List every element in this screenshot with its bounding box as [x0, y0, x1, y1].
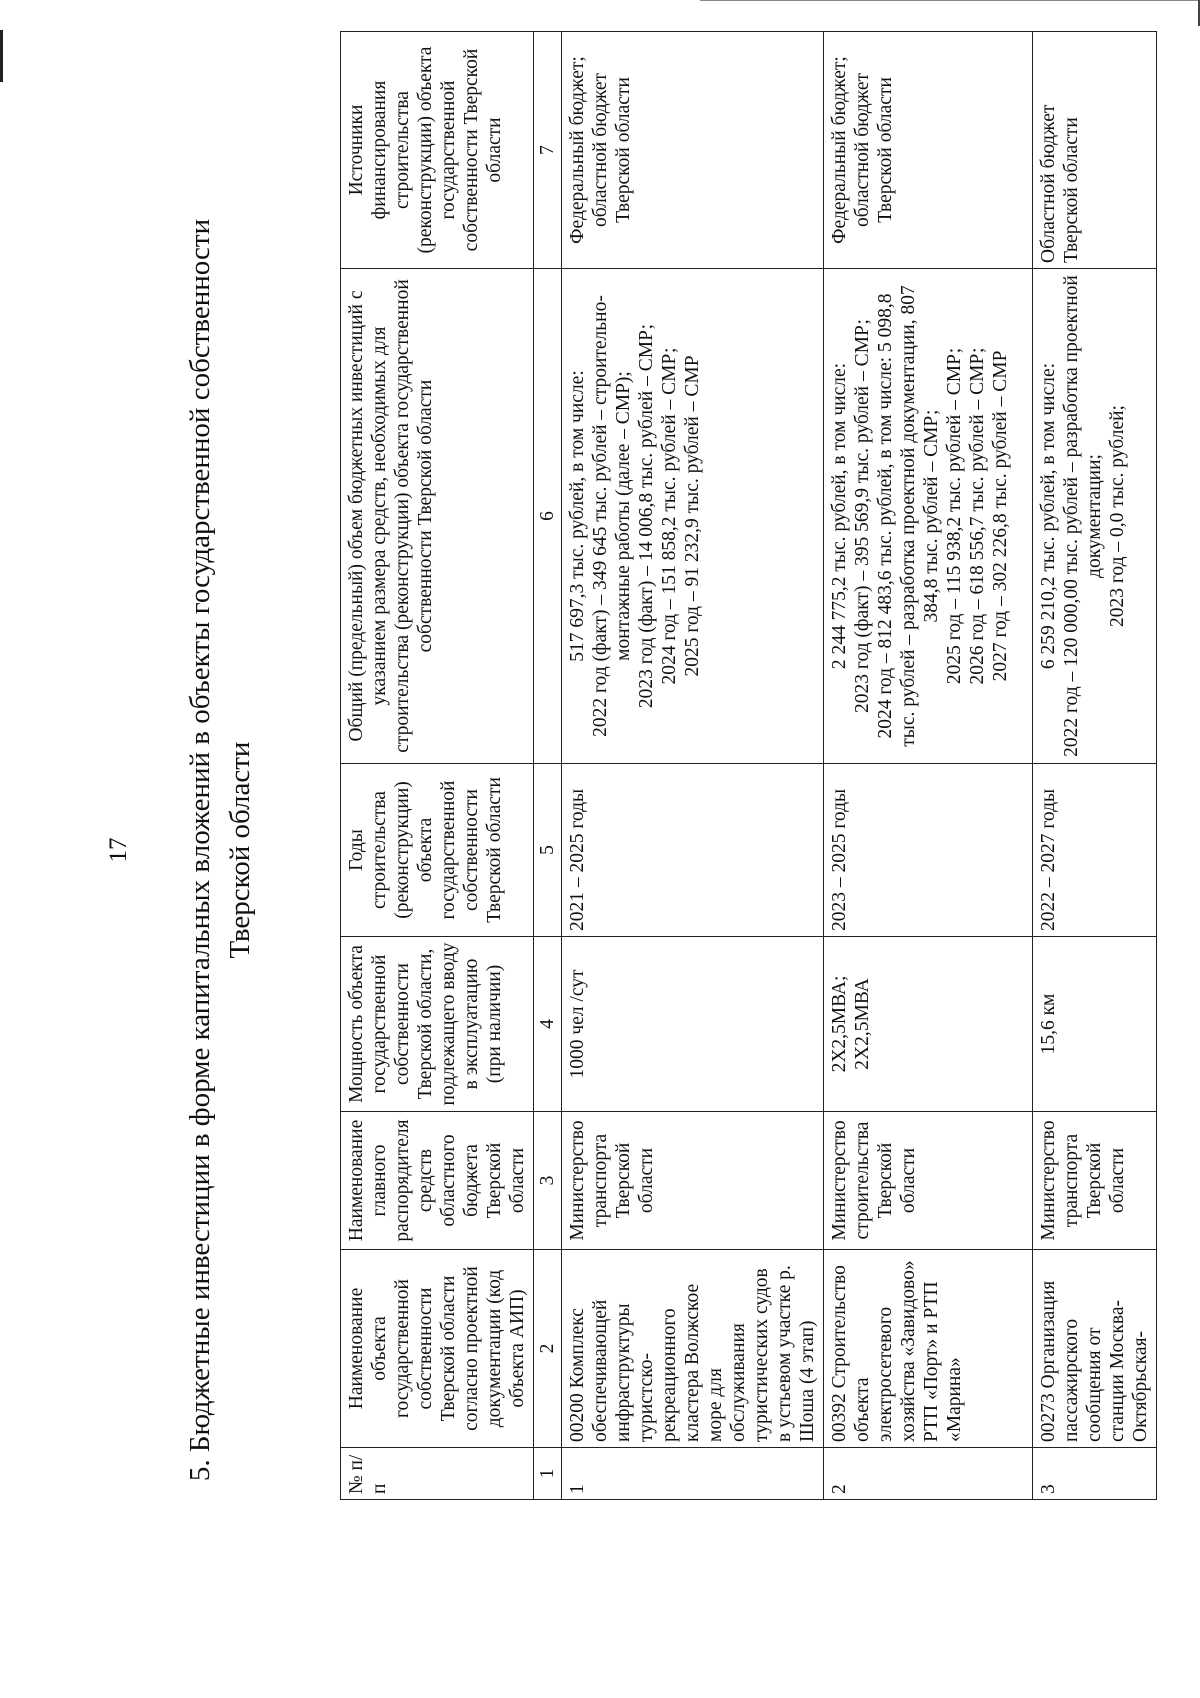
volume-line: 2022 год – 120 000,00 тыс. рублей – разработка проектной документации; — [1061, 275, 1105, 757]
volume-line: 2023 год (факт) – 395 569,9 тыс. рублей – СМР; — [852, 319, 873, 713]
financing-sources: Федеральный бюджет; областной бюджет Тверской области — [824, 32, 1033, 269]
volume-line: 2 244 775,2 тыс. рублей, в том числе: — [829, 362, 850, 670]
scan-edge-mark — [0, 30, 3, 82]
financing-sources: Областной бюджет Тверской области — [1033, 32, 1157, 269]
table-row — [824, 32, 1033, 1500]
volume-line: 2024 год – 812 483,6 тыс. рублей, в том числе: 5 098,8 тыс. рублей – разработка проектной документации, 807 384,8 тыс. рублей – СМР; — [875, 285, 942, 747]
object-name: 00392 Строительство объекта электросетевого хозяйства «Завидово» РТП «Порт» и РТП «Марина» — [824, 1250, 1033, 1448]
construction-years: 2023 – 2025 годы — [824, 764, 1033, 937]
column-number: 5 — [534, 764, 562, 937]
construction-years: 2021 – 2025 годы — [562, 764, 824, 937]
table-header-row — [341, 32, 534, 1500]
capacity-value: 15,6 км — [1033, 937, 1157, 1112]
capacity-line: 2Х2,5МВА — [852, 978, 873, 1070]
header-cell-years: Годы строительства (реконструкции) объекта государственной собственности Тверской области — [341, 764, 534, 937]
row-number: 3 — [1033, 1448, 1157, 1500]
volume-line: 6 259 210,2 тыс. рублей, в том числе: — [1038, 362, 1059, 670]
section-title — [180, 30, 260, 1670]
scan-edge-line — [700, 0, 1200, 1]
rotated-document-page — [105, 30, 1151, 1670]
column-number-row — [534, 32, 562, 1500]
volume-line: 2024 год – 151 858,2 тыс. рублей – СМР; — [659, 347, 680, 685]
column-number: 2 — [534, 1250, 562, 1448]
header-cell-sources: Источники финансирования строительства (реконструкции) объекта государственной собственности Тверской области — [341, 32, 534, 269]
column-number: 4 — [534, 937, 562, 1112]
manager-name: Министерство транспорта Тверской области — [1033, 1112, 1157, 1250]
row-number: 1 — [562, 1448, 824, 1500]
header-cell-number: № п/п — [341, 1448, 534, 1500]
volume-line: 2026 год – 618 556,7 тыс. рублей – СМР; — [967, 347, 988, 685]
column-number: 7 — [534, 32, 562, 269]
header-cell-volume: Общий (предельный) объем бюджетных инвестиций с указанием размера средств, необходимых для строительства (реконструкции) объекта государственной собственности Тверской области — [341, 269, 534, 764]
investment-volume — [562, 269, 824, 764]
capacity-line: 2Х2,5МВА; — [829, 975, 850, 1073]
header-cell-manager: Наименование главного распорядителя средств областного бюджета Тверской области — [341, 1112, 534, 1250]
manager-name: Министерство строительства Тверской области — [824, 1112, 1033, 1250]
financing-sources: Федеральный бюджет; областной бюджет Тверской области — [562, 32, 824, 269]
column-number: 3 — [534, 1112, 562, 1250]
page-number: 17 — [105, 837, 132, 863]
object-name: 00200 Комплекс обеспечивающей инфраструктуры туристско-рекреационного кластера Волжское море для обслуживания туристических судов в устьевом участке р. Шоша (4 этап) — [562, 1250, 824, 1448]
column-number: 6 — [534, 269, 562, 764]
investment-table — [340, 31, 1157, 1500]
row-number: 2 — [824, 1448, 1033, 1500]
manager-name: Министерство транспорта Тверской области — [562, 1112, 824, 1250]
investment-volume — [1033, 269, 1157, 764]
section-title-line-1: 5. Бюджетные инвестиции в форме капитальных вложений в объекты государственной собственности — [184, 218, 216, 1482]
volume-line: 2023 год – 0,0 тыс. рублей; — [1107, 405, 1128, 627]
object-name: 00273 Организация пассажирского сообщения от станции Москва-Октябрьская- — [1033, 1250, 1157, 1448]
volume-line: 2023 год (факт) – 14 006,8 тыс. рублей – СМР; — [636, 323, 657, 709]
construction-years: 2022 – 2027 годы — [1033, 764, 1157, 937]
header-cell-capacity: Мощность объекта государственной собственности Тверской области, подлежащего вводу в эксплуатацию (при наличии) — [341, 937, 534, 1112]
capacity-value: 1000 чел /сут — [562, 937, 824, 1112]
volume-line: 2022 год (факт) – 349 645 тыс. рублей – строительно-монтажные работы (далее – СМР); — [590, 295, 634, 737]
capacity-value — [824, 937, 1033, 1112]
section-title-line-2: Тверской области — [224, 741, 256, 959]
column-number: 1 — [534, 1448, 562, 1500]
table-row — [562, 32, 824, 1500]
investment-volume — [824, 269, 1033, 764]
table-row — [1033, 32, 1157, 1500]
volume-line: 2027 год – 302 226,8 тыс. рублей – СМР — [990, 350, 1011, 682]
volume-line: 2025 год – 91 232,9 тыс. рублей – СМР — [682, 355, 703, 677]
header-cell-object-name: Наименование объекта государственной собственности Тверской области согласно проектной документации (код объекта АИП) — [341, 1250, 534, 1448]
volume-line: 517 697,3 тыс. рублей, в том числе: — [567, 370, 588, 662]
volume-line: 2025 год – 115 938,2 тыс. рублей – СМР; — [944, 347, 965, 685]
